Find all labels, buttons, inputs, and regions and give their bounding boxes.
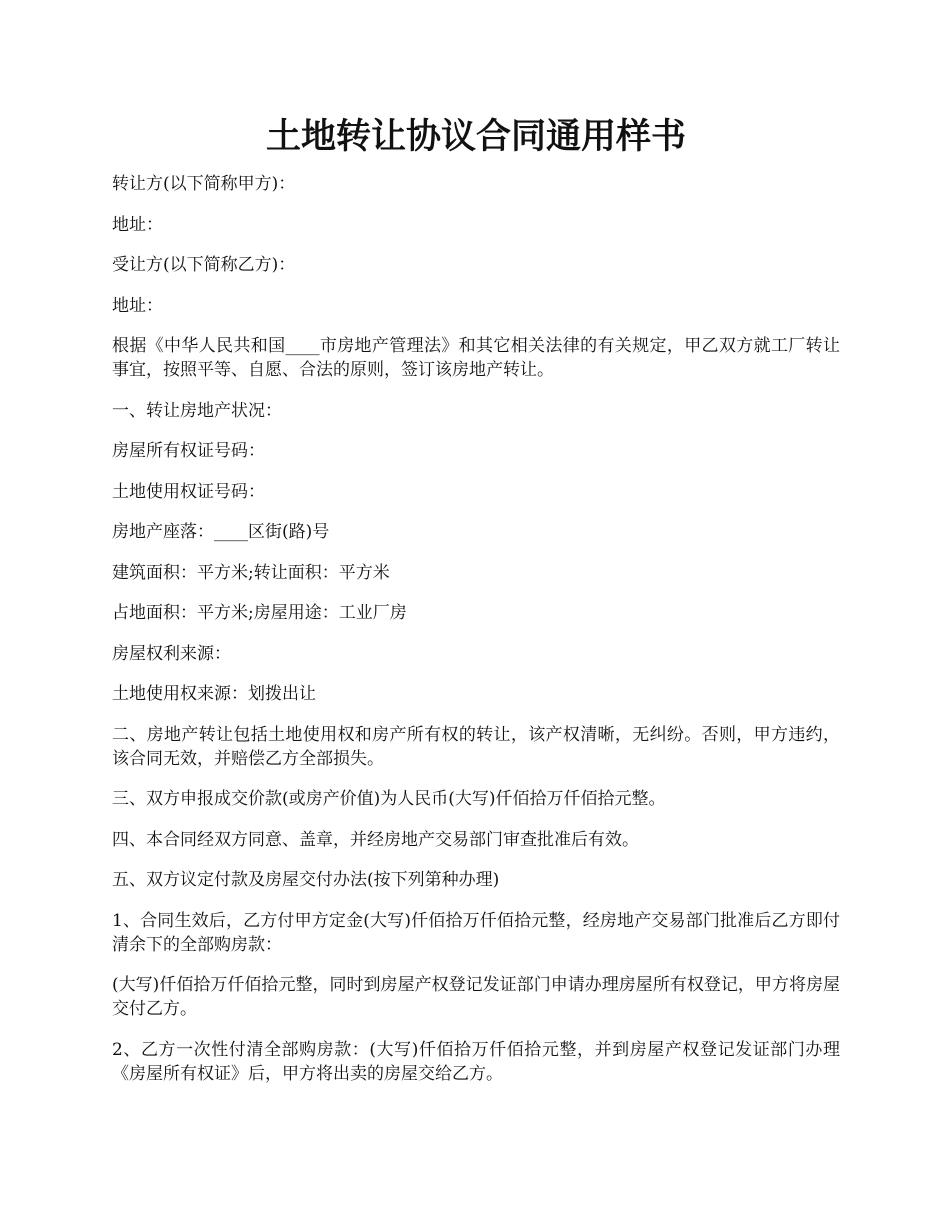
section-heading-property-status: 一、转让房地产状况：	[112, 400, 282, 421]
paragraph-land-certificate: 土地使用权证号码：	[112, 481, 265, 502]
paragraph-transferee-address: 地址：	[112, 295, 163, 316]
clause-five-option-one: 1、合同生效后，乙方付甲方定金(大写)仟佰拾万仟佰拾元整，经房地产交易部门批准后乙方即付清余下的全部购房款：	[112, 910, 840, 955]
clause-five: 五、双方议定付款及房屋交付办法(按下列第种办理)	[112, 870, 500, 890]
paragraph-property-location: 房地产座落：____区街(路)号	[112, 522, 330, 542]
clause-two: 二、房地产转让包括土地使用权和房产所有权的转让，该产权清晰，无纠纷。否则，甲方违约，该合同无效，并赔偿乙方全部损失。	[112, 724, 840, 769]
paragraph-house-certificate: 房屋所有权证号码：	[112, 441, 265, 461]
paragraph-building-area: 建筑面积：平方米;转让面积：平方米	[112, 562, 390, 583]
document-title: 土地转让协议合同通用样书	[265, 116, 686, 157]
paragraph-land-rights-source: 土地使用权来源：划拨出让	[112, 684, 316, 704]
paragraph-transferor: 转让方(以下简称甲方)：	[112, 174, 296, 194]
clause-three: 三、双方申报成交价款(或房产价值)为人民币(大写)仟佰拾万仟佰拾元整。	[112, 789, 666, 809]
paragraph-transferor-address: 地址：	[112, 214, 163, 235]
paragraph-land-area: 占地面积：平方米;房屋用途：工业厂房	[112, 603, 407, 623]
paragraph-preamble: 根据《中华人民共和国____市房地产管理法》和其它相关法律的有关规定，甲乙双方就工厂转让事宜，按照平等、自愿、合法的原则，签订该房地产转让。	[112, 336, 840, 380]
clause-five-option-two: 2、乙方一次性付清全部购房款：(大写)仟佰拾万仟佰拾元整，并到房屋产权登记发证部门办理《房屋所有权证》后，甲方将出卖的房屋交给乙方。	[112, 1039, 840, 1084]
paragraph-house-rights-source: 房屋权利来源：	[112, 643, 231, 664]
paragraph-transferee: 受让方(以下简称乙方)：	[112, 255, 296, 275]
clause-five-option-one-continued: (大写)仟佰拾万仟佰拾元整，同时到房屋产权登记发证部门申请办理房屋所有权登记，甲方将房屋交付乙方。	[112, 975, 840, 1019]
clause-four: 四、本合同经双方同意、盖章，并经房地产交易部门审查批准后有效。	[112, 829, 639, 850]
